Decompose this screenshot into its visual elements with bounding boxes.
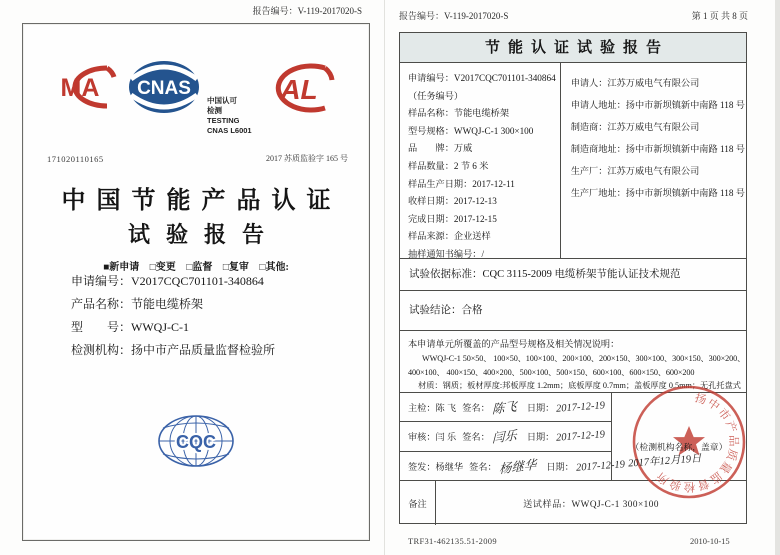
- checkbox-review: □复审: [222, 262, 249, 273]
- info-task-no: （任务编号）: [408, 90, 464, 101]
- info-factory-address: 生产厂地址：扬中市新坝镇新中南路 118 号: [570, 188, 745, 198]
- info-applicant: 申请人：江苏万威电气有限公司: [570, 78, 700, 88]
- sample-info-right-column: [561, 63, 746, 258]
- cover-field-model: 型 号：WWQJ-C-1: [71, 320, 189, 334]
- info-model-spec: 型号规格：WWQJ-C-1 300×100: [408, 125, 534, 136]
- signature-row-chief-tester: 主检：陈 飞 签名： 陈飞 日期： 2017-12-19: [400, 393, 611, 422]
- info-factory: 生产厂：江苏万威电气有限公司: [570, 166, 700, 176]
- info-manufacturer-address: 制造商地址：扬中市新坝镇新中南路 118 号: [570, 144, 745, 154]
- form-template-number: TRF31-462135.51-2009: [408, 536, 497, 546]
- cover-title-line1: 中国节能产品认证: [61, 188, 342, 214]
- remark-label: 备注: [400, 481, 436, 525]
- cover-field-test-agency: 检测机构：扬中市产品质量监督检验所: [71, 343, 276, 357]
- checkbox-supervision: □监督: [186, 262, 213, 273]
- svg-text:扬中市产品质量监督检验所: 扬中市产品质量监督检验所: [653, 392, 740, 493]
- info-brand: 品 牌：万威: [408, 143, 473, 154]
- sample-info-left-column: [400, 63, 561, 258]
- stamp-handwritten-date: 2017年12月19日: [627, 453, 702, 470]
- cal-logo-icon: [263, 60, 337, 116]
- cnas-logo-icon: [127, 59, 201, 115]
- info-sample-source: 样品来源：企业送样: [408, 231, 491, 242]
- report-table-title: 节能认证试验报告: [400, 33, 746, 63]
- cma-logo-icon: [47, 61, 119, 113]
- covered-models-line1: WWQJ-C-1 50×50、 100×50、100×100、200×100、200×150、300×100、300×150、300×200、: [422, 354, 746, 363]
- cover-page: [22, 23, 370, 541]
- test-conclusion-row: 试验结论：合格: [400, 291, 746, 331]
- page-divider: [384, 0, 385, 555]
- info-application-no: 申请编号：V2017CQC701101-340864: [408, 73, 556, 83]
- stamp-caption: （检测机构名称，盖章）: [630, 442, 728, 452]
- page-indicator: 第 1 页 共 8 页: [691, 11, 748, 21]
- cover-report-number: 报告编号：V-119-2017020-S: [252, 6, 362, 16]
- cover-field-application-no: 申请编号：V2017CQC701101-340864: [71, 274, 264, 288]
- cal-certificate-number: 2017 苏质监验字 165 号: [266, 154, 348, 163]
- info-sample-name: 样品名称：节能电缆桥架: [408, 108, 510, 119]
- reviewer-date: 2017-12-19: [556, 429, 606, 444]
- info-sampling-notice-no: 抽样通知书编号：/: [408, 248, 485, 259]
- cnas-accreditation-text: 中国认可 检测 TESTING CNAS L6001: [207, 96, 252, 135]
- cover-title-line2: 试验报告: [127, 222, 280, 247]
- info-receive-date: 收样日期：2017-12-13: [408, 196, 497, 207]
- info-complete-date: 完成日期：2017-12-15: [408, 213, 497, 224]
- sample-info-section: [400, 63, 746, 259]
- certification-logo-row: [23, 58, 369, 164]
- reviewer-signature: 闫乐: [491, 428, 517, 447]
- covered-models-title: 本申请单元所覆盖的产品型号规格及相关情况说明：: [408, 339, 620, 349]
- svg-text:MA: MA: [60, 74, 100, 102]
- remark-value: 送试样品：WWQJ-C-1 300×100: [523, 499, 659, 509]
- test-standard-row: 试验依据标准：CQC 3115-2009 电缆桥架节能认证技术规范: [400, 259, 746, 291]
- remark-row: [400, 481, 746, 525]
- signature-rows: [400, 393, 626, 480]
- report-number: 报告编号：V-119-2017020-S: [399, 11, 509, 21]
- signature-section: [400, 392, 746, 493]
- chief-tester-signature: 陈飞: [491, 399, 517, 417]
- checkbox-other: □其他:: [259, 262, 289, 273]
- agency-stamp-cell: [612, 392, 746, 493]
- approver-date: 2017-12-19: [575, 459, 626, 474]
- application-type-checkboxes: [23, 258, 369, 273]
- material-spec-line: 材质：钢质；板材厚度:邦板厚度 1.2mm；底板厚度 0.7mm；盖板厚度 0.5mm；无孔托盘式: [418, 381, 741, 390]
- cqc-logo: [157, 414, 235, 473]
- signature-row-reviewer: 审核：闫 乐 签名： 闫乐 日期： 2017-12-19: [400, 422, 611, 451]
- form-template-date: 2010-10-15: [690, 536, 730, 546]
- chief-tester-date: 2017-12-19: [556, 399, 606, 415]
- svg-text:CNAS: CNAS: [137, 78, 191, 99]
- checkbox-new-application: ■新申请: [103, 262, 140, 273]
- scan-edge: [775, 0, 780, 555]
- checkbox-change: □变更: [149, 262, 176, 273]
- info-production-date: 样品生产日期：2017-12-11: [408, 178, 515, 189]
- info-manufacturer: 制造商：江苏万威电气有限公司: [570, 122, 700, 132]
- cover-field-product-name: 产品名称：节能电缆桥架: [71, 297, 204, 311]
- signature-row-approver: 签发：杨继华 签名： 杨继华 日期： 2017-12-19: [400, 452, 611, 481]
- cqc-globe-icon: [157, 414, 235, 468]
- info-applicant-address: 申请人地址：扬中市新坝镇新中南路 118 号: [570, 100, 745, 110]
- cma-certificate-number: 171020110165: [47, 154, 104, 164]
- covered-models-line2: 400×100、 400×150、400×200、500×100、500×150、600×100、600×150、600×200: [408, 368, 695, 377]
- svg-text:AL: AL: [280, 74, 318, 105]
- report-table: [399, 32, 747, 524]
- approver-signature: 杨继华: [498, 457, 537, 477]
- info-sample-qty: 样品数量：2 节 6 米: [408, 160, 489, 171]
- svg-text:CQC: CQC: [176, 432, 216, 452]
